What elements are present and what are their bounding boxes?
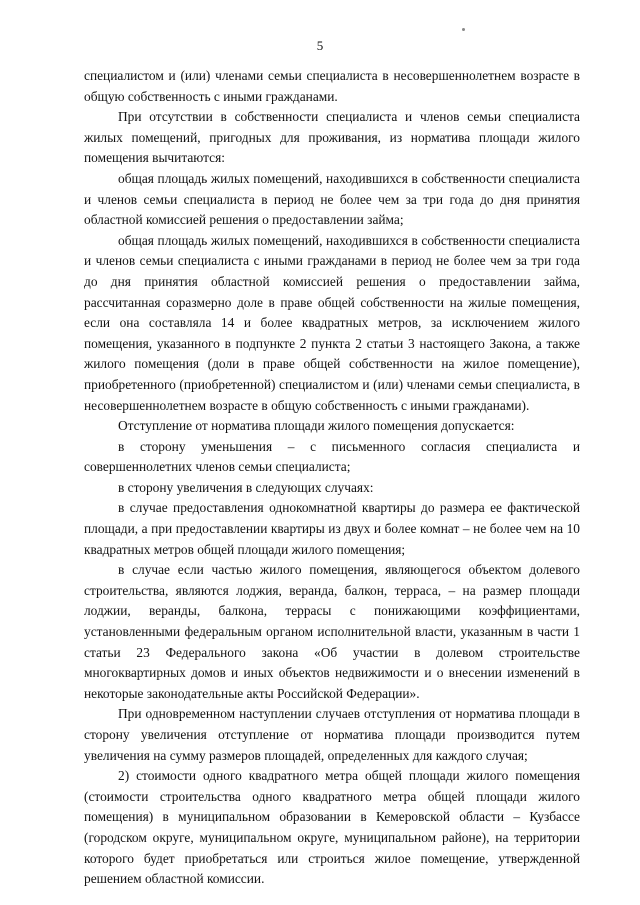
scan-speck bbox=[462, 28, 465, 31]
paragraph-7: в сторону увеличения в следующих случаях: bbox=[118, 479, 374, 495]
paragraph-10: При одновременном наступлении случаев отступления от норматива площади в сторону увеличения отступление от норматива площади производится путем увеличения на сумму размеров площадей, определенных для каждого случая; bbox=[84, 706, 580, 763]
paragraph-8: в случае предоставления однокомнатной квартиры до размера ее фактической площади, а при предоставлении квартиры из двух и более комнат – не более чем на 10 квадратных метров общей площади жилого помещения; bbox=[84, 500, 580, 557]
paragraph-3: общая площадь жилых помещений, находившихся в собственности специалиста и членов семьи специалиста в период не более чем за три года до дня принятия областной комиссией решения о предоставлении займа; bbox=[84, 170, 580, 228]
page-number: 5 bbox=[316, 38, 324, 53]
paragraph-5: Отступление от норматива площади жилого помещения допускается: bbox=[118, 418, 515, 434]
document-body bbox=[84, 66, 580, 890]
paragraph-2: При отсутствии в собственности специалиста и членов семьи специалиста жилых помещений, пригодных для проживания, из норматива площади жилого помещения вычитаются: bbox=[84, 109, 580, 166]
paragraph-6: в сторону уменьшения – с письменного согласия специалиста и совершеннолетних членов семьи специалиста; bbox=[84, 438, 580, 475]
paragraph-1: специалистом и (или) членами семьи специалиста в несовершеннолетнем возрасте в общую собственность с иными гражданами. bbox=[84, 68, 580, 104]
paragraph-11: 2) стоимости одного квадратного метра общей площади жилого помещения (стоимости строительства одного квадратного метра общей площади жилого помещения) в муниципальном образовании в Кемеровской области – Кузбассе (городском округе, муниципальном округе, муниципальном районе), на территории которого будет приобретаться или строиться жилое помещение, утвержденной решением областной комиссии. bbox=[84, 768, 580, 887]
paragraph-4: общая площадь жилых помещений, находившихся в собственности специалиста и членов семьи специалиста с иными гражданами в период не более чем за три года до дня принятия областной комиссией решения о предоставлении займа, рассчитанная соразмерно доле в праве общей собственности на жилые помещения, если она составляла 14 и более квадратных метров, за исключением жилого помещения, указанного в подпункте 2 пункта 2 статьи 3 настоящего Закона, а также жилого помещения (доли в праве общей собственности на жилое помещение), приобретенного (приобретенной) специалистом и (или) членами семьи специалиста, в несовершеннолетнем возрасте в общую собственность с иными гражданами). bbox=[84, 232, 580, 413]
paragraph-9: в случае если частью жилого помещения, являющегося объектом долевого строительства, являются лоджия, веранда, балкон, терраса, – на размер площади лоджии, веранды, балкона, террасы с понижающими коэффициентами, установленными федеральным органом исполнительной власти, указанным в части 1 статьи 23 Федерального закона «Об участии в долевом строительстве многоквартирных домов и иных объектов недвижимости и о внесении изменений в некоторые законодательные акты Российской Федерации». bbox=[84, 562, 580, 701]
